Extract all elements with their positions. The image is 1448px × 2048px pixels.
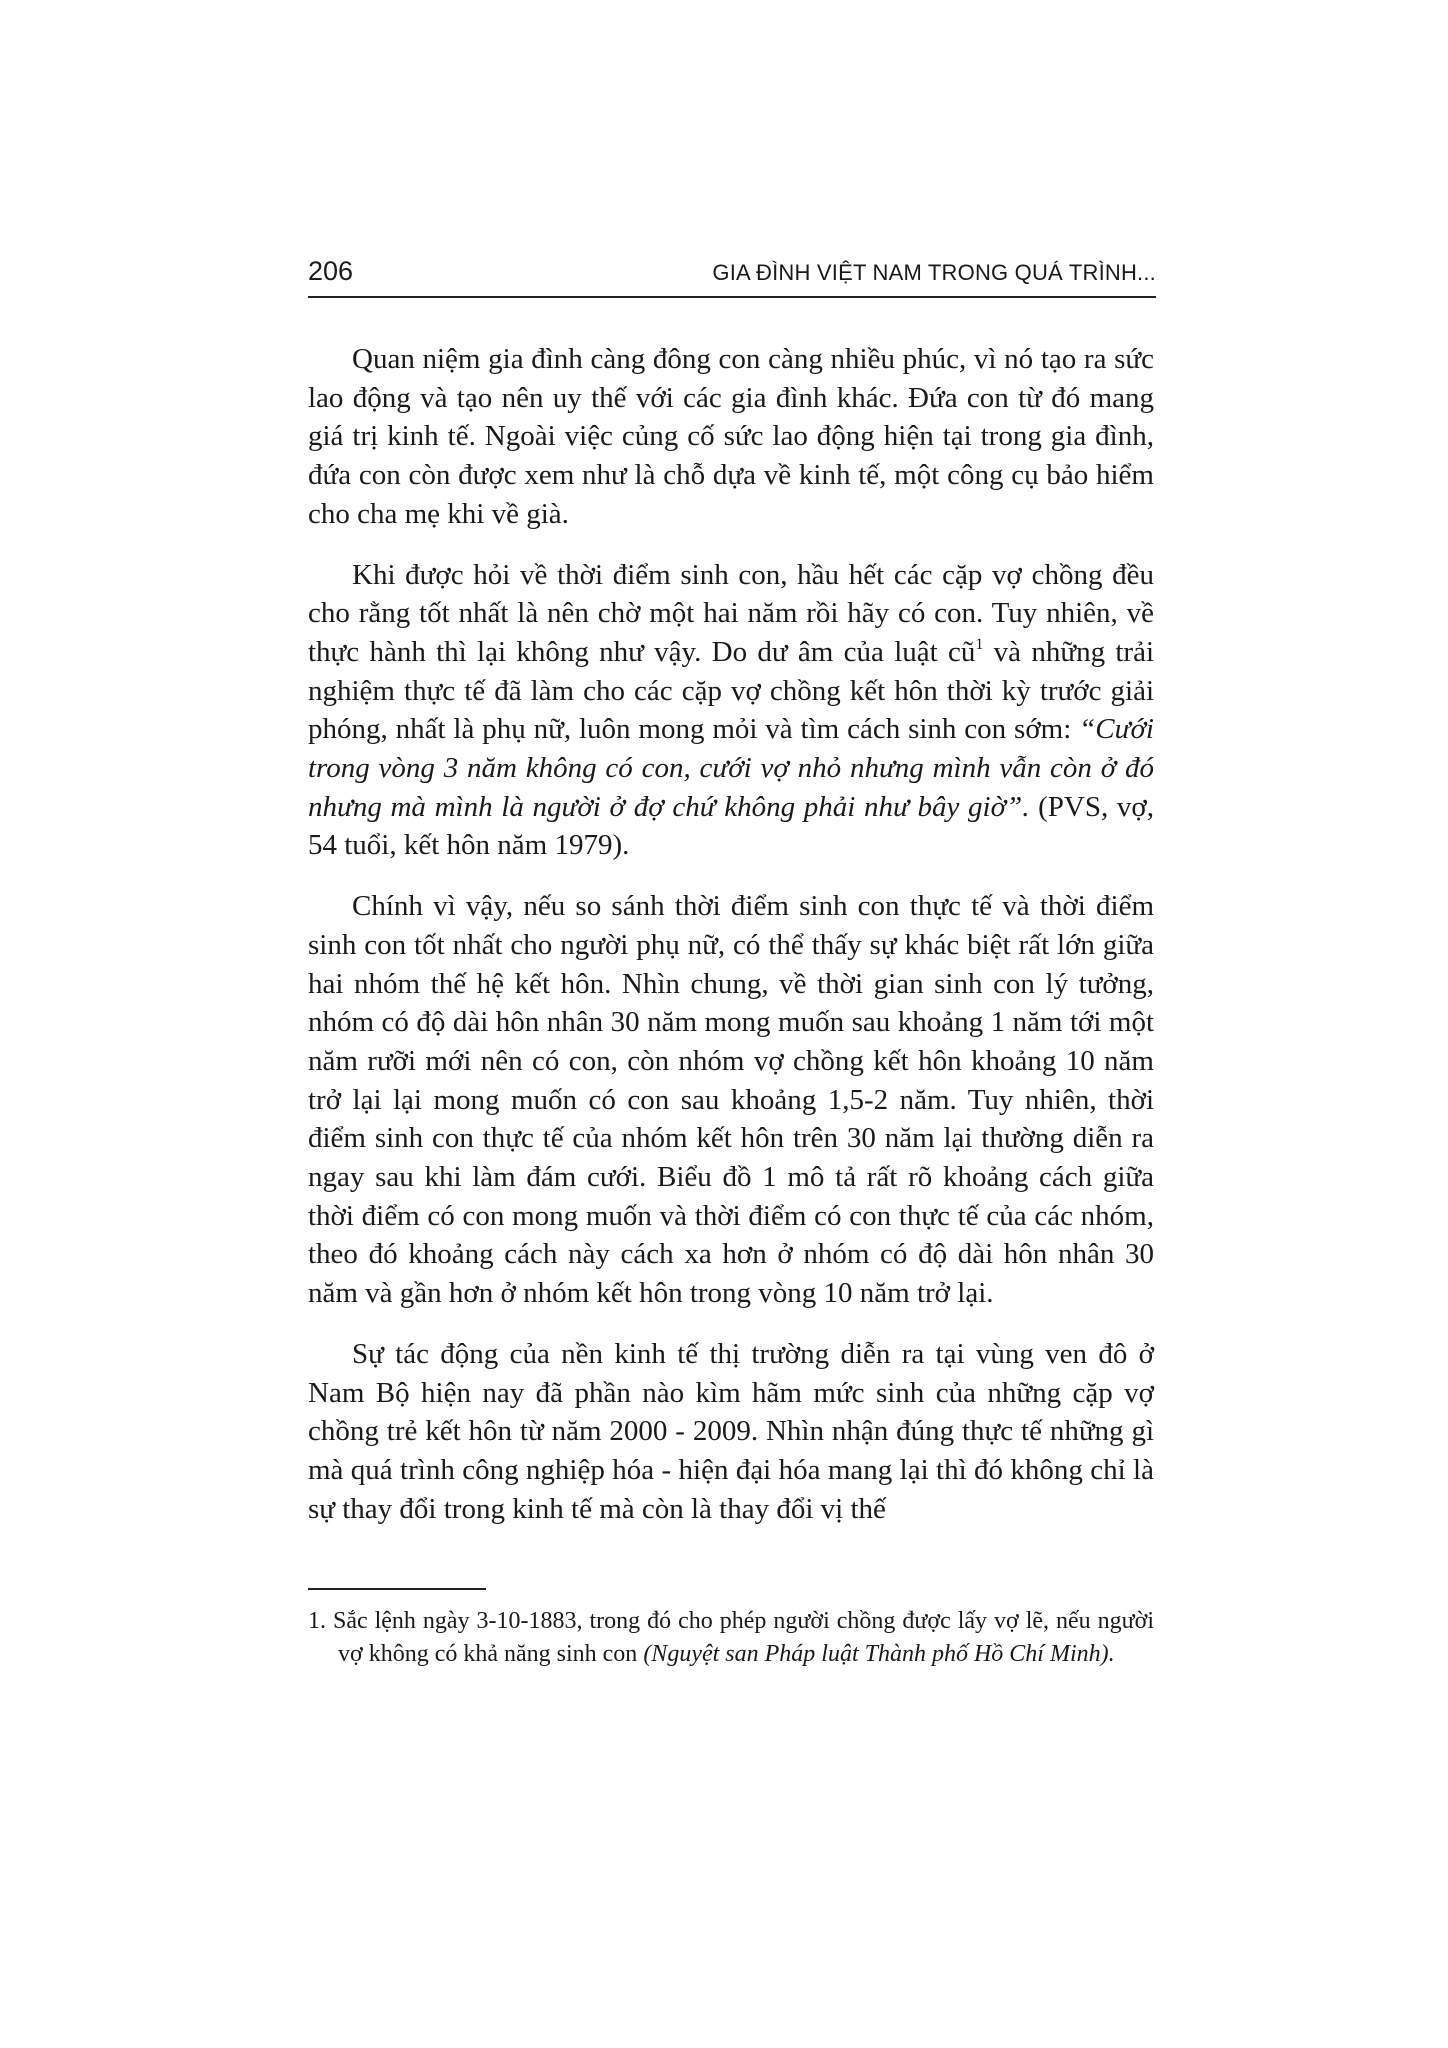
- paragraph-4: Sự tác động của nền kinh tế thị trường diễn ra tại vùng ven đô ở Nam Bộ hiện nay đã phần nào kìm hãm mức sinh của những cặp vợ chồng trẻ kết hôn từ năm 2000 - 2009. Nhìn nhận đúng thực tế những gì mà quá trình công nghiệp hóa - hiện đại hóa mang lại thì đó không chỉ là sự thay đổi trong kinh tế mà còn là thay đổi vị thế: [308, 1337, 1154, 1525]
- footnote-divider: [308, 1588, 486, 1590]
- running-header: [308, 256, 1156, 298]
- paragraph-2-text-a: Khi được hỏi về thời điểm sinh con, hầu hết các cặp vợ chồng đều cho rằng tốt nhất là nên chờ một hai năm rồi hãy có con. Tuy nhiên, về thực hành thì lại không như vậy. Do dư âm của luật cũ: [308, 558, 1154, 668]
- interview-quote: “Cưới trong vòng 3 năm không có con, cưới vợ nhỏ nhưng mình vẫn còn ở đó nhưng mà mình là người ở đợ chứ không phải như bây giờ”.: [308, 713, 1154, 823]
- paragraph-1: Quan niệm gia đình càng đông con càng nhiều phúc, vì nó tạo ra sức lao động và tạo nên uy thế với các gia đình khác. Đứa con từ đó mang giá trị kinh tế. Ngoài việc củng cố sức lao động hiện tại trong gia đình, đứa con còn được xem như là chỗ dựa về kinh tế, một công cụ bảo hiểm cho cha mẹ khi về già.: [308, 343, 1154, 530]
- book-title: GIA ĐÌNH VIỆT NAM TRONG QUÁ TRÌNH...: [712, 260, 1156, 285]
- footnote-1: [308, 1605, 1154, 1671]
- paragraph-2-text-b: và những trải nghiệm thực tế đã làm cho các cặp vợ chồng kết hôn thời kỳ trước giải phóng, nhất là phụ nữ, luôn mong mỏi và tìm cách sinh con sớm:: [308, 635, 1155, 746]
- paragraph-2: [308, 556, 1154, 866]
- footnote-marker: 1: [975, 635, 984, 653]
- footnote-text: 1. Sắc lệnh ngày 3-10-1883, trong đó cho phép người chồng được lấy vợ lẽ, nếu người vợ không có khả năng sinh con: [308, 1608, 1154, 1667]
- page-number: 206: [308, 256, 354, 286]
- paragraph-3: Chính vì vậy, nếu so sánh thời điểm sinh con thực tế và thời điểm sinh con tốt nhất cho người phụ nữ, có thể thấy sự khác biệt rất lớn giữa hai nhóm thế hệ kết hôn. Nhìn chung, về thời gian sinh con lý tưởng, nhóm có độ dài hôn nhân 30 năm mong muốn sau khoảng 1 năm tới một năm rưỡi mới nên có con, còn nhóm vợ chồng kết hôn khoảng 10 năm trở lại lại mong muốn có con sau khoảng 1,5-2 năm. Tuy nhiên, thời điểm sinh con thực tế của nhóm kết hôn trên 30 năm lại thường diễn ra ngay sau khi làm đám cưới. Biểu đồ 1 mô tả rất rõ khoảng cách giữa thời điểm có con mong muốn và thời điểm có con thực tế của các nhóm, theo đó khoảng cách này cách xa hơn ở nhóm có độ dài hôn nhân 30 năm và gần hơn ở nhóm kết hôn trong vòng 10 năm trở lại.: [308, 890, 1154, 1310]
- body-text: [308, 340, 1154, 1528]
- footnote-source: (Nguyệt san Pháp luật Thành phố Hồ Chí Minh).: [643, 1641, 1115, 1667]
- quote-source: (PVS, vợ, 54 tuổi, kết hôn năm 1979).: [308, 790, 1154, 862]
